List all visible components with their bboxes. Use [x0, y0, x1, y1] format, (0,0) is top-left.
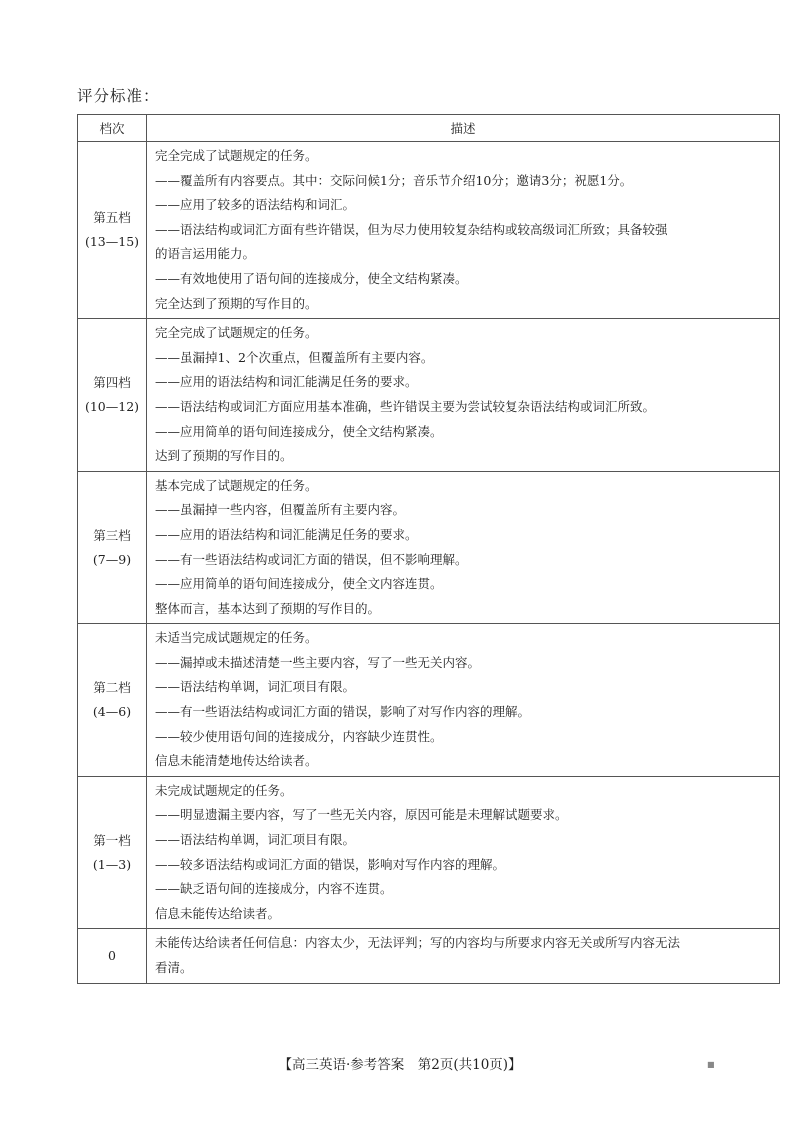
grade-level-cell: [78, 929, 147, 983]
page-footer: 【高三英语·参考答案 第2页(共10页)】: [278, 1057, 522, 1073]
description-line: ——语法结构单调，词汇项目有限。: [155, 679, 356, 695]
grade-score-range: (1—3): [92, 856, 132, 872]
grade-description-cell: [147, 776, 780, 929]
description-line: 完全完成了试题规定的任务。: [155, 148, 318, 163]
description-line: 看清。: [155, 960, 193, 975]
grade-score-range: (13—15): [84, 234, 140, 250]
scoring-table: [77, 114, 780, 984]
grade-level-name: 第四档: [93, 374, 131, 390]
grade-level-name: 第一档: [93, 832, 131, 848]
description-line: 完全达到了预期的写作目的。: [155, 295, 318, 311]
description-line: ——较多语法结构或词汇方面的错误，影响对写作内容的理解。: [155, 856, 506, 872]
description-line: 达到了预期的写作目的。: [155, 448, 293, 464]
description-line: ——语法结构或词汇方面应用基本准确，些许错误主要为尝试较复杂语法结构或词汇所致。: [155, 398, 656, 414]
description-line: 信息未能传达给读者。: [155, 905, 281, 921]
description-line: ——语法结构单调，词汇项目有限。: [155, 832, 356, 848]
grade-level-cell: [78, 319, 147, 472]
grade-description-cell: [147, 624, 780, 777]
table-row: [78, 776, 780, 929]
grade-description-cell: [147, 471, 780, 624]
description-line: 的语言运用能力。: [155, 246, 256, 262]
description-line: ——虽漏掉一些内容，但覆盖所有主要内容。: [155, 502, 406, 518]
grade-level-cell: [78, 471, 147, 624]
grade-description-cell: [147, 929, 780, 983]
corner-mark: ■: [707, 1060, 715, 1069]
description-line: 信息未能清楚地传达给读者。: [155, 753, 318, 769]
header-description: 描述: [147, 115, 780, 142]
description-line: ——缺乏语句间的连接成分，内容不连贯。: [155, 881, 393, 897]
table-row: [78, 142, 780, 319]
description-line: ——应用的语法结构和词汇能满足任务的要求。: [155, 374, 418, 390]
table-header-row: [78, 115, 780, 142]
grade-level-name: 第三档: [93, 527, 131, 543]
description-line: ——应用简单的语句间连接成分，使全文内容连贯。: [155, 576, 443, 592]
description-line: ——应用简单的语句间连接成分，使全文结构紧凑。: [155, 423, 443, 439]
grade-description-cell: [147, 319, 780, 472]
description-line: ——有效地使用了语句间的连接成分，使全文结构紧凑。: [155, 270, 468, 286]
description-line: 整体而言，基本达到了预期的写作目的。: [155, 600, 381, 616]
grade-score-range: (4—6): [92, 704, 132, 720]
table-row: [78, 471, 780, 624]
description-line: ——虽漏掉1、2个次重点，但覆盖所有主要内容。: [155, 349, 434, 365]
grade-score-range: (7—9): [92, 551, 132, 567]
grade-level-cell: [78, 776, 147, 929]
grade-level-name: 第五档: [93, 210, 131, 226]
table-row: [78, 624, 780, 777]
grade-level-cell: [78, 624, 147, 777]
description-line: 未完成试题规定的任务。: [155, 782, 293, 798]
description-line: ——有一些语法结构或词汇方面的错误，但不影响理解。: [155, 551, 468, 567]
description-line: ——语法结构或词汇方面有些许错误，但为尽力使用较复杂结构或较高级词汇所致；具备较强: [155, 221, 668, 237]
description-line: ——应用的语法结构和词汇能满足任务的要求。: [155, 526, 418, 542]
description-line: ——漏掉或未描述清楚一些主要内容，写了一些无关内容。: [155, 654, 481, 670]
grade-score-range: (10—12): [84, 398, 140, 414]
grade-level-name: 0: [108, 948, 116, 963]
description-line: ——应用了较多的语法结构和词汇。: [155, 197, 356, 213]
page-heading: 评分标准：: [77, 87, 160, 105]
description-line: 完全完成了试题规定的任务。: [155, 325, 318, 341]
grade-level-name: 第二档: [93, 680, 131, 696]
table-row: [78, 319, 780, 472]
header-level: 档次: [78, 115, 147, 142]
description-line: 未能传达给读者任何信息：内容太少，无法评判；写的内容均与所要求内容无关或所写内容无法: [155, 935, 681, 951]
description-line: 未适当完成试题规定的任务。: [155, 630, 318, 646]
grade-description-cell: [147, 142, 780, 319]
description-line: ——较少使用语句间的连接成分，内容缺少连贯性。: [155, 728, 443, 744]
table-row: [78, 929, 780, 983]
description-line: ——覆盖所有内容要点。其中：交际问候1分；音乐节介绍10分；邀请3分；祝愿1分。: [155, 172, 633, 188]
description-line: ——明显遗漏主要内容，写了一些无关内容，原因可能是未理解试题要求。: [155, 807, 568, 823]
description-line: 基本完成了试题规定的任务。: [155, 477, 318, 493]
grade-level-cell: [78, 142, 147, 319]
description-line: ——有一些语法结构或词汇方面的错误，影响了对写作内容的理解。: [155, 704, 531, 720]
